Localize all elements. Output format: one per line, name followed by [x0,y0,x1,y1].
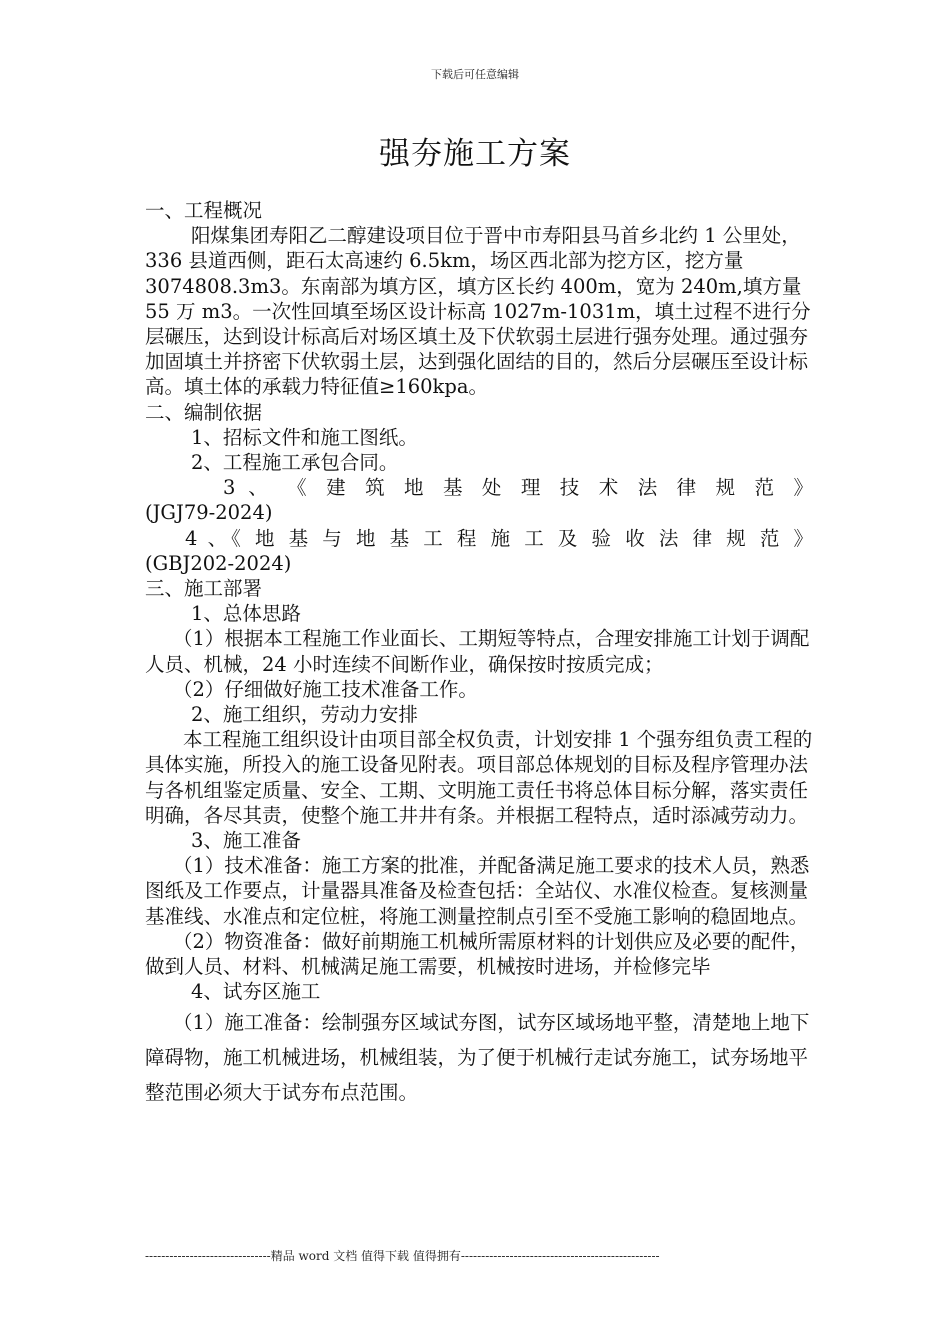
basis-item-3-code: (JGJ79-2024) [145,501,273,525]
basis-item-2: 2、工程施工承包合同。 [191,451,399,475]
document-body [145,198,813,1110]
basis-item-4-code: (GBJ202-2024) [145,551,292,575]
trial-area-paragraph: （1）施工准备：绘制强夯区域试夯图，试夯区域场地平整，清楚地上地下障碍物，施工机械进场，机械组装，为了便于机械行走试夯施工，试夯场地平整范围必须大于试夯布点范围。 [145,1010,810,1104]
basis-item-4: 4 、《 地 基 与 地 基 工 程 施 工 及 验 收 法 律 规 范 》 [185,526,813,550]
preparation-technical-paragraph: （1）技术准备：施工方案的批准，并配备满足施工要求的技术人员，熟悉图纸及工作要点，计量器具准备及检查包括：全站仪、水准仪检查。复核测量基准线、水准点和定位桩，将施工测量控制点引至不受施工影响的稳固地点。 [145,854,810,928]
subheading-trial-area: 4、试夯区施工 [191,980,321,1004]
document-title: 强夯施工方案 [379,136,571,172]
subheading-organization: 2、施工组织，劳动力安排 [191,703,418,727]
page-footer: -------------------------------精品 word 文档 值得下载 值得拥有------------------------------------------------- [145,1249,660,1263]
basis-item-1: 1、招标文件和施工图纸。 [191,425,418,449]
subheading-preparation: 3、施工准备 [191,829,301,853]
approach-paragraph-2: （2）仔细做好施工技术准备工作。 [173,677,478,701]
approach-paragraph-1: （1）根据本工程施工作业面长、工期短等特点，合理安排施工计划于调配人员、机械，24 小时连续不间断作业，确保按时按质完成； [145,627,810,676]
preparation-materials-paragraph: （2）物资准备：做好前期施工机械所需原材料的计划供应及必要的配件，做到人员、材料、机械满足施工需要，机械按时进场，并检修完毕 [145,929,810,979]
section-heading-overview: 一、工程概况 [145,199,263,222]
subheading-overall-approach: 1、总体思路 [191,602,301,626]
section-heading-deployment: 三、施工部署 [145,577,263,601]
page-header-note: 下载后可任意编辑 [431,68,519,81]
basis-item-3: 3 、 《 建 筑 地 基 处 理 技 术 法 律 规 范 》 [223,476,813,500]
section-heading-basis: 二、编制依据 [145,400,263,424]
organization-paragraph: 本工程施工组织设计由项目部全权负责，计划安排 1 个强夯组负责工程的具体实施，所投入的施工设备见附表。项目部总体规划的目标及程序管理办法与各机组鉴定质量、安全、工期、文明施工责任书将总体目标分解，落实责任明确，各尽其责，使整个施工井井有条。并根据工程特点，适时添减劳动力。 [145,728,813,827]
overview-paragraph: 阳煤集团寿阳乙二醇建设项目位于晋中市寿阳县马首乡北约 1 公里处，336 县道西侧，距石太高速约 6.5km，场区西北部为挖方区，挖方量 3074808.3m3。东南部为填方区，填方区长约 400m，宽为 240m,填方量 55 万 m3。一次性回填至场区设计标高 1027m-1031m，填土过程不进行分层碾压，达到设计标高后对场区填土及下伏软弱土层进行强夯处理。通过强夯加固填土并挤密下伏软弱土层，达到强化固结的目的，然后分层碾压至设计标高。填土体的承载力特征值≥160kpa。 [145,224,811,399]
